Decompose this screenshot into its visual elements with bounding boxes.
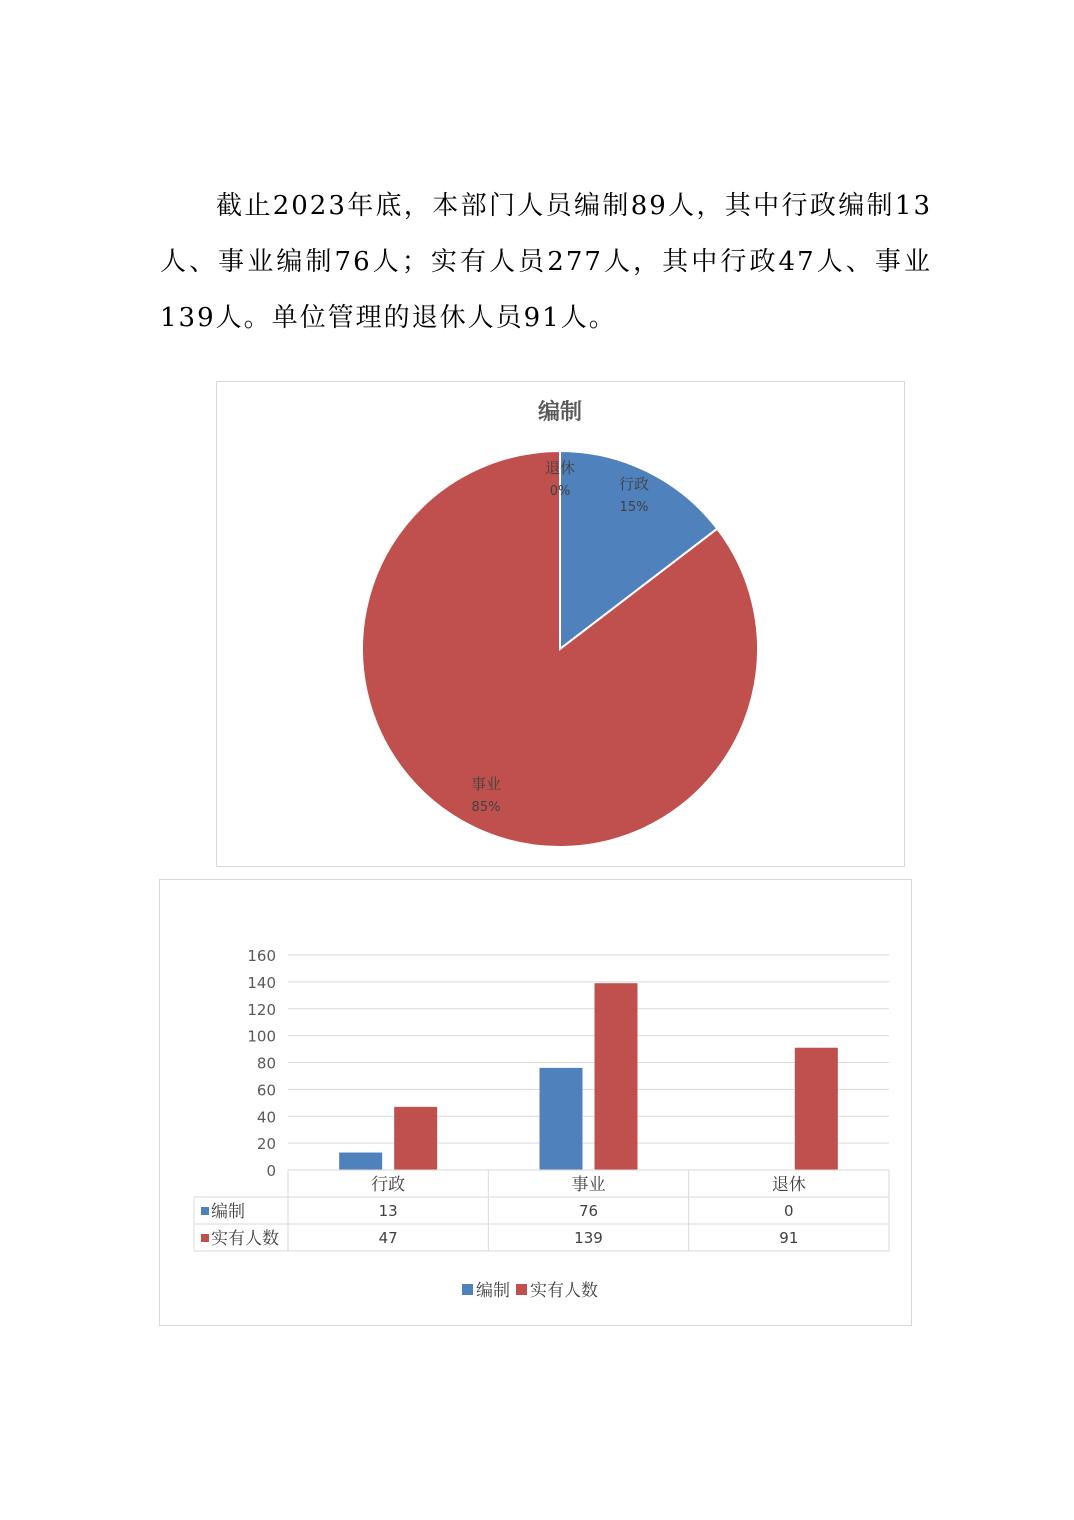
pie-label-1: 事业	[470, 775, 502, 793]
y-tick-label: 140	[247, 973, 276, 992]
y-tick-label: 120	[247, 1000, 276, 1019]
pie-chart-panel	[216, 381, 905, 867]
y-tick-label: 0	[266, 1162, 276, 1180]
bar-0-0	[339, 1153, 382, 1170]
pie-label-0: 行政	[618, 475, 650, 493]
y-tick-label: 160	[247, 947, 276, 965]
legend-key	[462, 1284, 473, 1295]
pie-chart	[217, 382, 904, 866]
summary-paragraph: 截止2023年底，本部门人员编制89人，其中行政编制13人、事业编制76人；实有人员277人，其中行政47人、事业139人。单位管理的退休人员91人。	[160, 191, 932, 333]
y-tick-label: 60	[256, 1081, 276, 1100]
pie-percent-2: 0%	[549, 484, 571, 499]
table-series-name: 编制	[211, 1202, 245, 1222]
table-cell-value: 47	[378, 1229, 398, 1247]
y-tick-label: 80	[256, 1054, 276, 1073]
bar-chart	[160, 880, 911, 1325]
bar-0-1	[540, 1068, 583, 1170]
bar-1-2	[795, 1048, 838, 1170]
bar-chart-panel	[159, 879, 912, 1326]
table-cell-value: 139	[574, 1229, 603, 1247]
table-series-name: 实有人数	[211, 1229, 279, 1249]
pie-title: 编制	[537, 400, 583, 425]
legend-key	[516, 1284, 527, 1295]
x-category-label: 事业	[571, 1175, 606, 1195]
bar-1-0	[394, 1107, 437, 1170]
x-category-label: 退休	[771, 1175, 806, 1195]
pie-label-2: 退休	[544, 459, 576, 477]
legend-label: 实有人数	[530, 1281, 598, 1301]
table-legend-key	[201, 1207, 209, 1215]
y-tick-label: 100	[247, 1027, 276, 1046]
legend-label: 编制	[476, 1281, 510, 1301]
table-legend-key	[201, 1234, 209, 1242]
x-category-label: 行政	[371, 1175, 406, 1195]
y-tick-label: 20	[256, 1135, 276, 1154]
table-cell-value: 91	[779, 1229, 799, 1247]
bar-1-1	[595, 983, 638, 1170]
table-cell-value: 13	[378, 1202, 398, 1220]
pie-percent-1: 85%	[471, 800, 501, 815]
pie-percent-0: 15%	[619, 500, 649, 515]
y-tick-label: 40	[256, 1108, 276, 1127]
table-cell-value: 76	[578, 1202, 599, 1220]
table-cell-value: 0	[784, 1202, 794, 1220]
